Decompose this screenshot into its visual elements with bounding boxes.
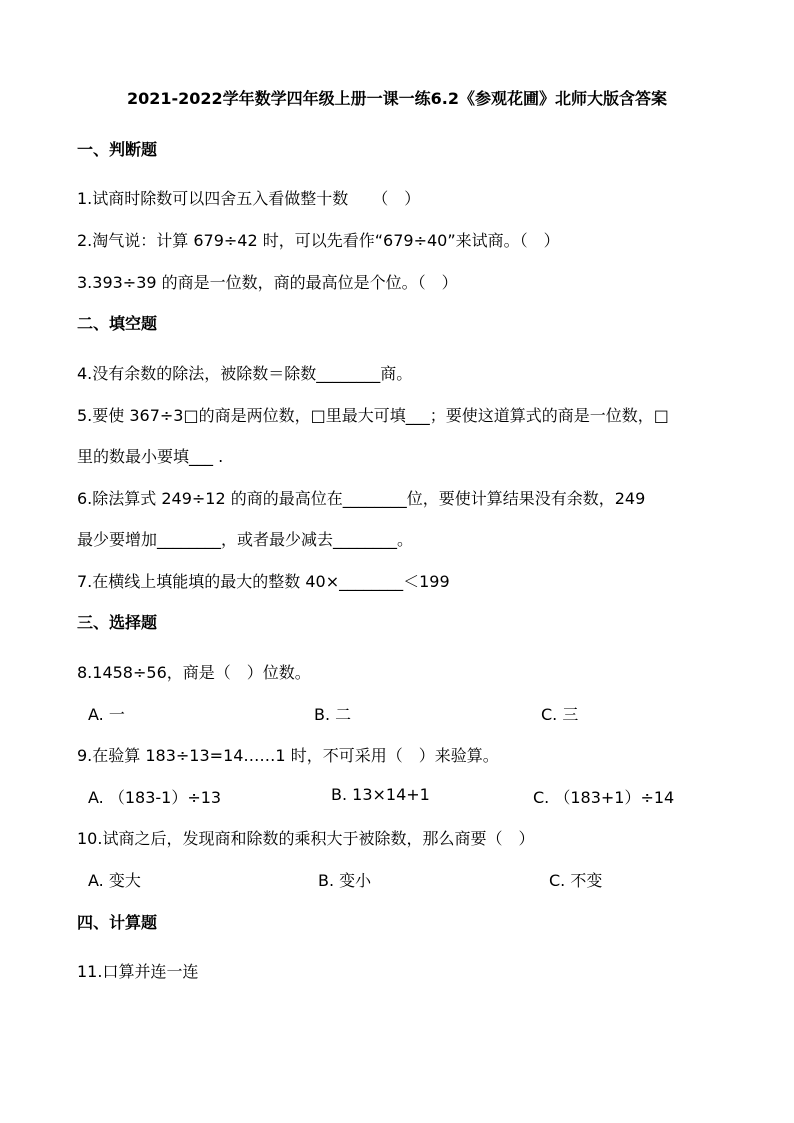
question-8-option-c: C. 三 <box>541 705 579 724</box>
question-8-option-b: B. 二 <box>314 705 352 724</box>
question-9-option-c: C. （183+1）÷14 <box>533 788 675 807</box>
section-calc-heading: 四、计算题 <box>77 913 158 932</box>
document-title: 2021-2022学年数学四年级上册一课一练6.2《参观花圃》北师大版含答案 <box>126 89 668 108</box>
question-3: 3.393÷39 的商是一位数，商的最高位是个位。（ ） <box>77 273 458 292</box>
question-7: 7.在横线上填能填的最大的整数 40×________＜199 <box>77 572 450 591</box>
question-2: 2.淘气说：计算 679÷42 时，可以先看作“679÷40”来试商。（ ） <box>77 231 560 250</box>
question-4: 4.没有余数的除法，被除数＝除数________商。 <box>77 364 413 383</box>
question-6-line-2: 最少要增加________，或者最少减去________。 <box>77 530 414 549</box>
question-8: 8.1458÷56，商是（ ）位数。 <box>77 663 311 682</box>
question-5-line-2: 里的数最小要填___ . <box>77 447 224 466</box>
question-9-option-b: B. 13×14+1 <box>331 785 430 804</box>
section-fill-heading: 二、填空题 <box>77 314 158 333</box>
question-10-option-b: B. 变小 <box>318 871 372 890</box>
question-9-option-a: A. （183-1）÷13 <box>88 788 222 807</box>
question-9: 9.在验算 183÷13=14……1 时，不可采用（ ）来验算。 <box>77 746 499 765</box>
question-1: 1.试商时除数可以四舍五入看做整十数 （ ） <box>77 189 421 208</box>
question-10-option-c: C. 不变 <box>549 871 603 890</box>
question-8-option-a: A. 一 <box>88 705 125 724</box>
question-6-line-1: 6.除法算式 249÷12 的商的最高位在________位，要使计算结果没有余数，249 <box>77 489 646 508</box>
question-5-line-1: 5.要使 367÷3□的商是两位数，□里最大可填___；要使这道算式的商是一位数，□ <box>77 406 669 425</box>
question-10-option-a: A. 变大 <box>88 871 141 890</box>
section-choice-heading: 三、选择题 <box>77 613 158 632</box>
question-11: 11.口算并连一连 <box>77 962 199 981</box>
section-judgment-heading: 一、判断题 <box>77 140 158 159</box>
question-10: 10.试商之后，发现商和除数的乘积大于被除数，那么商要（ ） <box>77 829 535 848</box>
